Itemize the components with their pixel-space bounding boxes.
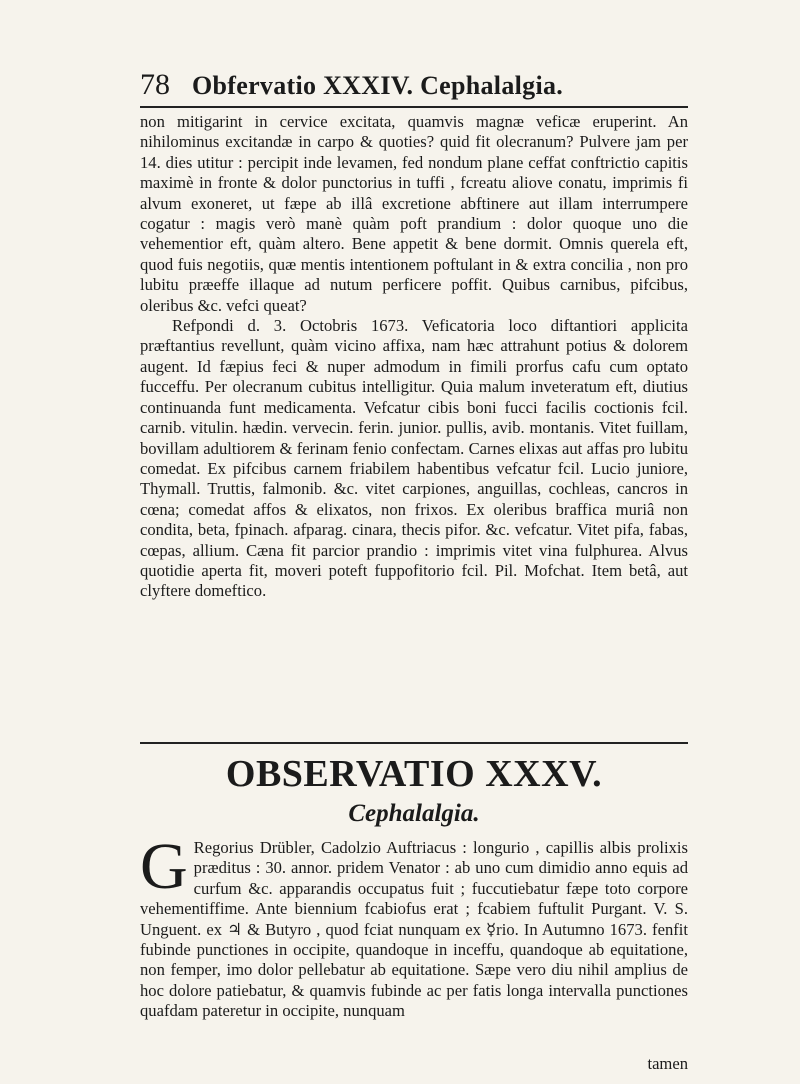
section-divider (140, 742, 688, 744)
observation-35-body (140, 830, 688, 1022)
observation-35-text: Regorius Drübler, Cadolzio Auftriacus : longurio , capillis albis prolixis præditus : 30. annor. pridem Venator : ab uno cum dimidio anno equis ad curfum &c. apparandis occupatus fuit ; fuccutiebatur fæpe toto corpore vehementiffime. Ante biennium fcabiofus erat ; fcabiem fuftulit Purgant. V. S. Unguent. ex ♃ & Butyro , quod fciat nunquam ex ☿rio. In Autumno 1673. fenfit fubinde punctiones in occipite, quandoque in inceffu, quandoque ab equitatione, non femper, imo dolor pellebatur ab equitatione. Sæpe vero diu nihil amplius de hoc dolore patiebatur, & quamvis fubinde ac per fatis longa intervalla punctiones quafdam pateretur in occipite, nunquam (140, 838, 688, 1021)
page-number: 78 (140, 68, 170, 101)
drop-cap: G (140, 830, 188, 903)
section-subtitle: Cephalalgia. (348, 800, 480, 827)
paragraph-response: Refpondi d. 3. Octobris 1673. Veficatoria loco diftantiori applicita præftantius revellunt, quàm vicino affixa, nam hæc attrahunt potius & dolorem augent. Id fæpius feci & nuper admodum in fimili prorfus cafu cum optato fucceffu. Per olecranum cubitus intelligitur. Quia malum inveteratum eft, diutius continuanda funt medicamenta. Vefcatur cibis boni fucci facilis coctionis fcil. carnib. vitulin. hædin. vervecin. ferin. junior. pullis, avib. montanis. Vitet fuillam, bovillam adultiorem & ferinam fenio confectam. Carnes elixas aut affas pro lubitu comedat. Ex pifcibus carnem friabilem habentibus vefcatur fcil. Lucio juniore, Thymall. Truttis, falmonib. &c. vitet carpiones, anguillas, cochleas, cancros in cœna; comedat affos & elixatos, non frixos. Ex oleribus braffica muriâ non condita, beta, fpinach. afparag. cinara, thecis pifor. &c. vefcatur. Vitet pifa, fabas, cœpas, allium. Cæna fit parcior prandio : imprimis vitet vina fulphurea. Alvus quotidie aperta fit, moveri poteft fuppofitorio fcil. Pil. Mofchat. Item betâ, aut clyftere domeftico. (140, 316, 688, 601)
section-title: OBSERVATIO XXXV. (225, 753, 603, 795)
paragraph-continuation: non mitigarint in cervice excitata, quamvis magnæ veficæ eruperint. An nihilominus excitandæ in carpo & quoties? quid fit olecranum? Pulvere jam per 14. dies utitur : percipit inde levamen, fed nondum plane ceffat conftrictio capitis maximè in fronte & dolor punctorius in tuffi , fcreatu aliove conatu, imprimis fi alvum exoneret, ut fæpe ab illâ excretione abftinere aut illam interrumpere cogatur : magis verò manè quàm poft prandium : dolor quoque uno die vehementior eft, quàm altero. Bene appetit & bene dormit. Omnis querela eft, quod fuis negotiis, quæ mentis intentionem poftulant in & extra concilia , non pro lubitu præeffe illaque ad nutum perficere poffit. Quibus carnibus, pifcibus, oleribus &c. vefci queat? (140, 112, 688, 315)
observation-34-body (140, 112, 688, 602)
running-title: Obfervatio XXXIV. Cephalalgia. (192, 71, 564, 100)
catchword: tamen (647, 1054, 688, 1073)
page-header (140, 68, 688, 108)
